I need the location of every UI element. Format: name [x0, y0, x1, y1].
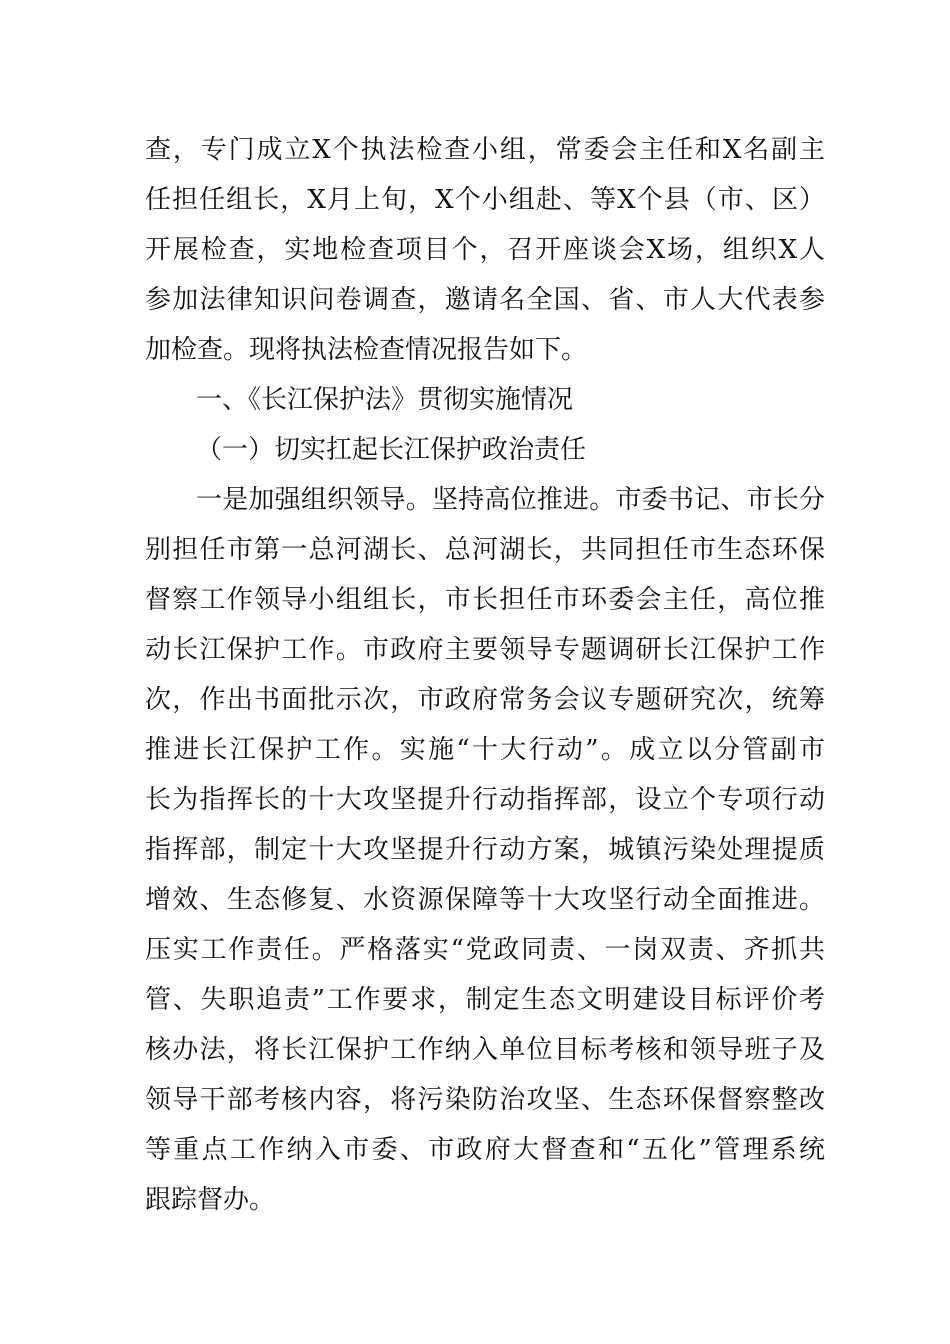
body-text-line: 指挥部，制定十大攻坚提升行动方案，城镇污染处理提质 — [145, 835, 825, 865]
body-text-line: 别担任市第一总河湖长、总河湖长，共同担任市生态环保 — [145, 535, 825, 565]
body-text-line: 加检查。现将执法检查情况报告如下。 — [145, 335, 588, 365]
body-text-line: 管、失职追责”工作要求，制定生态文明建设目标评价考 — [145, 985, 825, 1015]
body-text-line: 任担任组长，X月上旬，X个小组赴、等X个县（市、区） — [145, 185, 825, 215]
body-text-line: 动长江保护工作。市政府主要领导专题调研长江保护工作 — [145, 635, 825, 665]
body-text-line: 次，作出书面批示次，市政府常务会议专题研究次，统筹 — [145, 685, 825, 715]
body-text-line: 领导干部考核内容，将污染防治攻坚、生态环保督察整改 — [145, 1085, 825, 1115]
body-text-line: 督察工作领导小组组长，市长担任市环委会主任，高位推 — [145, 585, 825, 615]
body-text-line: 等重点工作纳入市委、市政府大督查和“五化”管理系统 — [145, 1135, 825, 1165]
body-text-line: 参加法律知识问卷调查，邀请名全国、省、市人大代表参 — [145, 285, 825, 315]
body-text-line: 开展检查，实地检查项目个，召开座谈会X场，组织X人 — [145, 235, 825, 265]
body-text-line: 增效、生态修复、水资源保障等十大攻坚行动全面推进。 — [145, 885, 825, 915]
body-text-line: 跟踪督办。 — [145, 1185, 276, 1215]
paragraph-first-line: 一是加强组织领导。坚持高位推进。市委书记、市长分 — [196, 485, 825, 515]
body-text-line: 查，专门成立X个执法检查小组，常委会主任和X名副主 — [145, 135, 825, 165]
body-text-line: 推进长江保护工作。实施“十大行动”。成立以分管副市 — [145, 735, 825, 765]
body-text-line: 压实工作责任。严格落实“党政同责、一岗双责、齐抓共 — [145, 935, 825, 965]
body-text-line: 长为指挥长的十大攻坚提升行动指挥部，设立个专项行动 — [145, 785, 825, 815]
subsection-heading: （一）切实扛起长江保护政治责任 — [196, 435, 587, 465]
body-text-line: 核办法，将长江保护工作纳入单位目标考核和领导班子及 — [145, 1035, 825, 1065]
section-heading: 一、《长江保护法》贯彻实施情况 — [196, 385, 574, 415]
